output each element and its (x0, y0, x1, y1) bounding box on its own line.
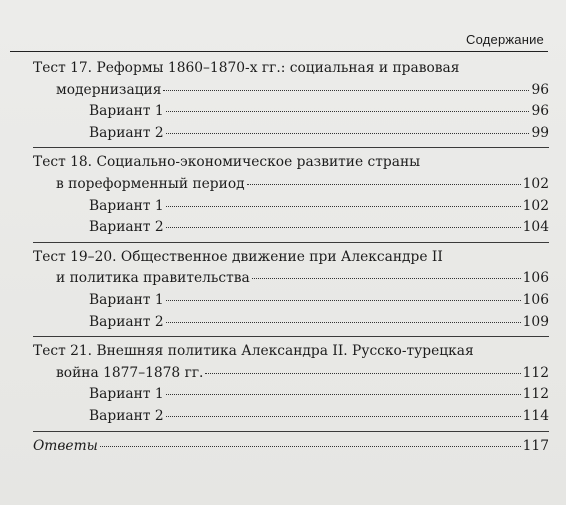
toc-entry-answers (33, 436, 549, 461)
toc-variant-row[interactable] (33, 312, 549, 334)
toc-entry-title-line (33, 152, 549, 174)
variant-label: Вариант 1 (89, 103, 164, 120)
dot-leader (166, 300, 521, 301)
page-number: 112 (522, 386, 549, 403)
page-number: 99 (531, 124, 549, 141)
variant-label: Вариант 2 (89, 313, 164, 330)
dot-leader (252, 278, 521, 279)
dot-leader (247, 184, 521, 185)
page-number: 104 (522, 219, 549, 236)
page-number: 96 (531, 103, 549, 120)
page-number: 106 (522, 270, 549, 287)
toc-entry-title: Тест 18. Социально-экономическое развитие страны (33, 154, 421, 171)
dot-leader (166, 394, 521, 395)
toc-entry-title-continued: война 1877–1878 гг. (56, 364, 204, 381)
variant-label: Вариант 2 (89, 407, 164, 424)
dot-leader (166, 206, 521, 207)
toc-entry-title-continued: и политика правительства (56, 270, 250, 287)
header-rule (10, 51, 548, 52)
dot-leader (166, 133, 530, 134)
answers-label: Ответы (33, 437, 98, 454)
toc-variant-row[interactable] (33, 196, 549, 218)
page-number: 117 (522, 437, 549, 454)
dot-leader (163, 90, 529, 91)
toc-entry-title-continued: модернизация (56, 81, 162, 98)
page-number: 112 (522, 364, 549, 381)
toc-entry-title-line (33, 341, 549, 363)
toc-entry-title-line[interactable] (33, 363, 549, 385)
dot-leader (166, 227, 521, 228)
dot-leader (100, 446, 521, 447)
dot-leader (166, 416, 521, 417)
toc-entry-title: Тест 17. Реформы 1860–1870-х гг.: социальная и правовая (33, 60, 460, 76)
toc-entry-title-line[interactable] (33, 174, 549, 196)
dot-leader (166, 322, 521, 323)
page-number: 96 (531, 81, 549, 98)
variant-label: Вариант 2 (89, 124, 164, 141)
page-number: 109 (522, 313, 549, 330)
variant-label: Вариант 2 (89, 219, 164, 236)
toc-variant-row[interactable] (33, 384, 549, 406)
toc-entry-title: Тест 21. Внешняя политика Александра II. Русско-турецкая (33, 343, 474, 360)
page-number: 114 (522, 407, 549, 424)
toc-entry-test-18 (33, 152, 549, 242)
toc-variant-row[interactable] (33, 290, 549, 312)
toc-entry-test-17 (33, 58, 549, 148)
page-number: 102 (522, 197, 549, 214)
variant-label: Вариант 1 (89, 386, 164, 403)
toc-variant-row[interactable] (33, 217, 549, 239)
toc-entry-title-continued: в пореформенный период (56, 175, 245, 192)
toc-variant-row[interactable] (33, 123, 549, 145)
table-of-contents (33, 58, 549, 464)
toc-entry-test-19-20 (33, 247, 549, 337)
variant-label: Вариант 1 (89, 197, 164, 214)
toc-answers-row[interactable] (33, 436, 549, 458)
variant-label: Вариант 1 (89, 291, 164, 308)
dot-leader (205, 373, 520, 374)
page-number: 102 (522, 175, 549, 192)
toc-entry-test-21 (33, 341, 549, 431)
page-number: 106 (522, 291, 549, 308)
toc-entry-title-line[interactable] (33, 80, 549, 102)
toc-entry-title-line[interactable] (33, 268, 549, 290)
dot-leader (166, 111, 530, 112)
toc-variant-row[interactable] (33, 101, 549, 123)
toc-entry-title: Тест 19–20. Общественное движение при Александре II (33, 248, 443, 265)
toc-variant-row[interactable] (33, 406, 549, 428)
toc-entry-title-line (33, 58, 549, 80)
running-head: Содержание (466, 32, 544, 47)
toc-entry-title-line (33, 247, 549, 269)
